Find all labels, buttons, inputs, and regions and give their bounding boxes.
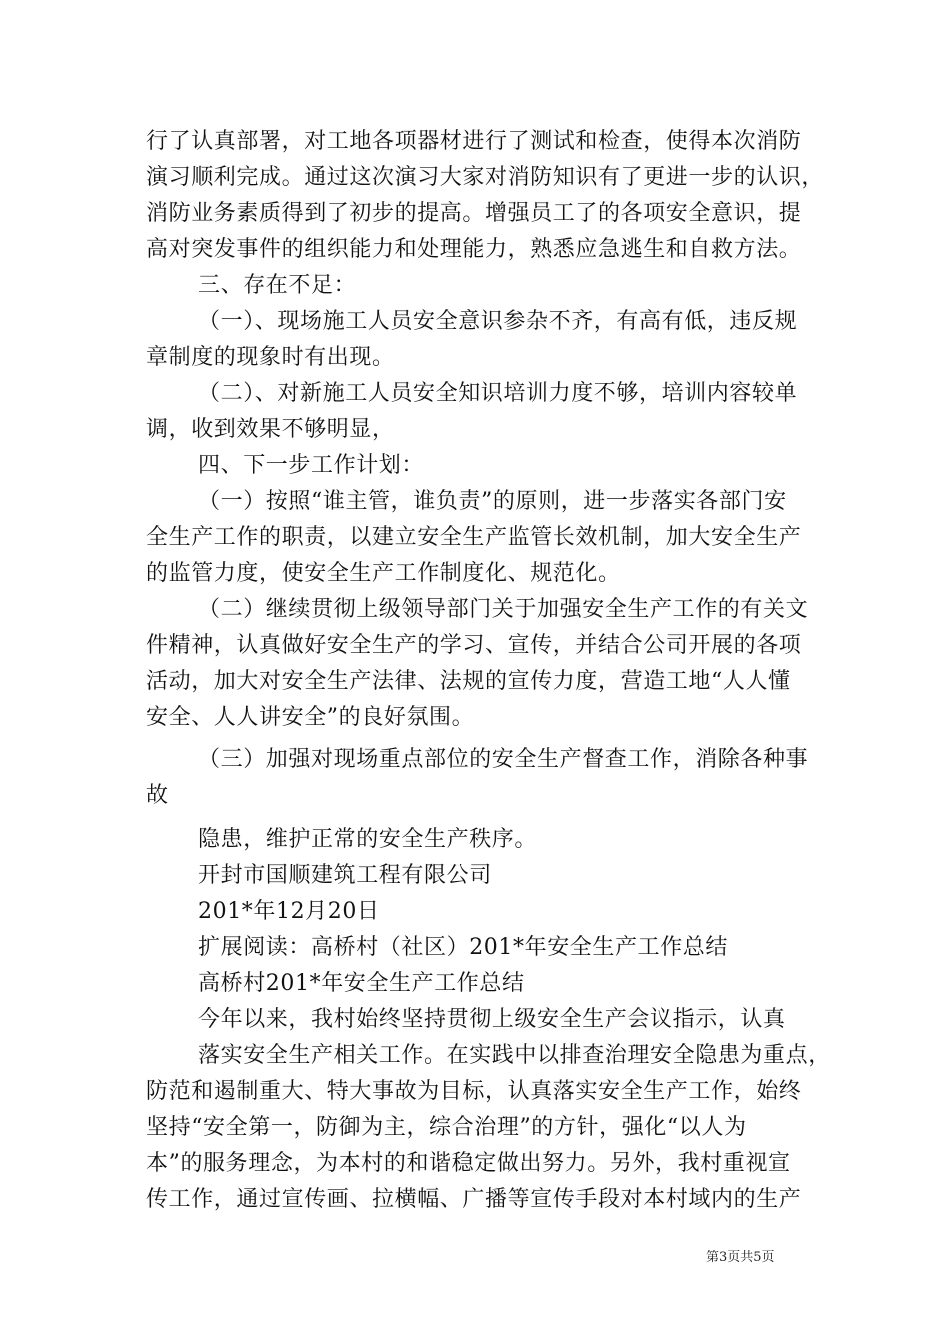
company-name: 开封市国顺建筑工程有限公司 — [198, 863, 492, 888]
text-line: 传工作，通过宣传画、拉横幅、广播等宣传手段对本村域内的生产 — [146, 1187, 802, 1212]
text-line: 件精神，认真做好安全生产的学习、宣传，并结合公司开展的各项 — [146, 633, 802, 658]
text-line: 坚持“安全第一，防御为主，综合治理”的方针，强化“以人为 — [146, 1115, 747, 1140]
section-heading: 四、下一步工作计划： — [198, 453, 425, 478]
text-line: 的监管力度，使安全生产工作制度化、规范化。 — [146, 561, 621, 586]
text-line: 活动，加大对安全生产法律、法规的宣传力度，营造工地“人人懂 — [146, 669, 791, 694]
text-line: （三）加强对现场重点部位的安全生产督查工作，消除各种事 — [198, 747, 809, 772]
text-line: 落实安全生产相关工作。在实践中以排查治理安全隐患为重点， — [198, 1043, 831, 1068]
text-line: 章制度的现象时有出现。 — [146, 345, 395, 370]
text-line: 调，收到效果不够明显， — [146, 417, 395, 442]
extended-reading-title: 扩展阅读：高桥村（社区）201*年安全生产工作总结 — [198, 935, 728, 960]
text-line: 行了认真部署，对工地各项器材进行了测试和检查，使得本次消防 — [146, 129, 802, 154]
article-title: 高桥村201*年安全生产工作总结 — [198, 971, 525, 996]
text-line: （一）、现场施工人员安全意识参杂不齐，有高有低，违反规 — [198, 309, 798, 334]
text-line: 演习顺利完成。通过这次演习大家对消防知识有了更进一步的认识， — [146, 165, 825, 190]
text-line: 消防业务素质得到了初步的提高。增强员工了的各项安全意识，提 — [146, 201, 802, 226]
page-number: 第3页共5页 — [706, 1250, 775, 1265]
text-line: 故 — [146, 783, 169, 808]
section-heading: 三、存在不足： — [198, 273, 357, 298]
text-line: （二）继续贯彻上级领导部门关于加强安全生产工作的有关文 — [198, 597, 809, 622]
text-line: 本”的服务理念，为本村的和谐稳定做出努力。另外，我村重视宣 — [146, 1151, 791, 1176]
text-line: （一）按照“谁主管，谁负责”的原则，进一步落实各部门安 — [198, 489, 787, 514]
text-line: 今年以来，我村始终坚持贯彻上级安全生产会议指示，认真 — [198, 1007, 786, 1032]
text-line: 防范和遏制重大、特大事故为目标，认真落实安全生产工作，始终 — [146, 1079, 802, 1104]
text-line: 安全、人人讲安全”的良好氛围。 — [146, 705, 475, 730]
document-date: 201*年12月20日 — [198, 899, 380, 924]
text-line: （二）、对新施工人员安全知识培训力度不够，培训内容较单 — [198, 381, 798, 406]
text-line: 高对突发事件的组织能力和处理能力，熟悉应急逃生和自救方法。 — [146, 237, 802, 262]
text-line: 全生产工作的职责，以建立安全生产监管长效机制，加大安全生产 — [146, 525, 802, 550]
text-line: 隐患，维护正常的安全生产秩序。 — [198, 827, 538, 852]
